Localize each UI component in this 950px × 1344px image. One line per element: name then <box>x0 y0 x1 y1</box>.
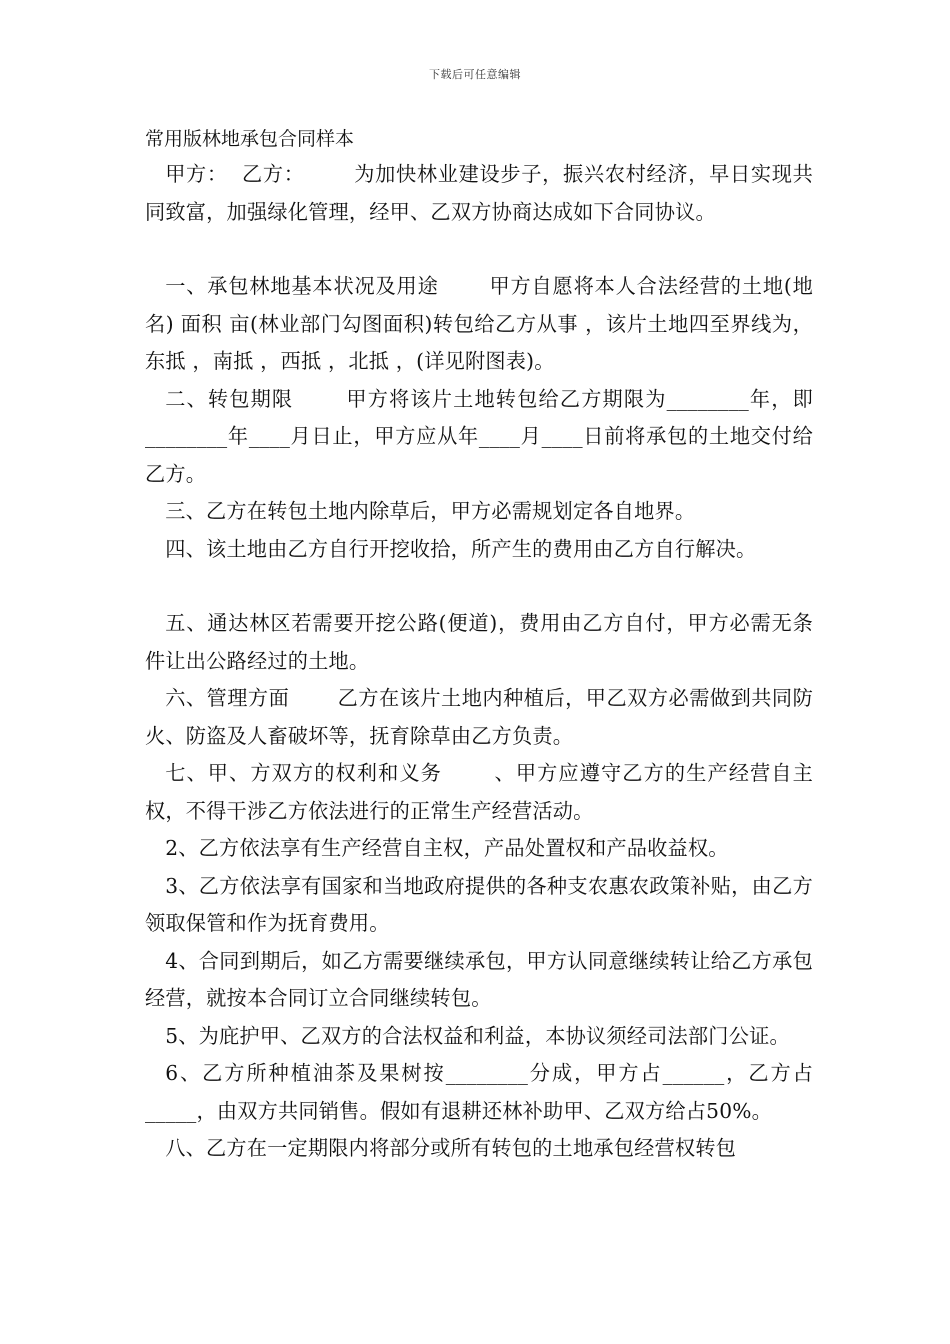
paragraph-section-2: 二、转包期限 甲方将该片土地转包给乙方期限为________年，即________年____月日止，甲方应从年____月____日前将承包的土地交付给乙方。 <box>145 386 813 486</box>
paragraph-section-3: 三、乙方在转包土地内除草后，甲方必需规划定各自地界。 <box>165 499 696 523</box>
document-title: 常用版林地承包合同样本 <box>145 128 355 150</box>
paragraph-section-5: 五、通达林区若需要开挖公路(便道)，费用由乙方自付，甲方必需无条件让出公路经过的土地。 <box>145 611 813 673</box>
paragraph-item-2: 2、乙方依法享有生产经营自主权，产品处置权和产品收益权。 <box>165 836 729 860</box>
paragraph-item-3: 3、乙方依法享有国家和当地政府提供的各种支农惠农政策补贴，由乙方领取保管和作为抚育费用。 <box>145 873 813 935</box>
paragraph-item-5: 5、为庇护甲、乙双方的合法权益和利益，本协议须经司法部门公证。 <box>165 1023 790 1048</box>
paragraph-spacer <box>145 568 813 605</box>
document-body <box>145 156 813 1168</box>
paragraph-section-1: 一、承包林地基本状况及用途 甲方自愿将本人合法经营的土地(地名) 面积 亩(林业部门勾图面积)转包给乙方从事 ，该片土地四至界线为，东抵 ，南抵 ，西抵 ，北抵 ，(详见附图表)。 <box>145 274 813 373</box>
paragraph-spacer <box>145 231 813 268</box>
paragraph-section-7: 七、甲、方双方的权利和义务 、甲方应遵守乙方的生产经营自主权，不得干涉乙方依法进行的正常生产经营活动。 <box>145 761 813 823</box>
paragraph-section-4: 四、该土地由乙方自行开挖收拾，所产生的费用由乙方自行解决。 <box>165 536 757 561</box>
paragraph-section-6: 六、管理方面 乙方在该片土地内种植后，甲乙双方必需做到共同防火、防盗及人畜破坏等，抚育除草由乙方负责。 <box>145 686 813 748</box>
page-header-note: 下载后可任意编辑 <box>429 68 521 81</box>
paragraph-section-8: 八、乙方在一定期限内将部分或所有转包的土地承包经营权转包 <box>165 1136 737 1160</box>
paragraph-item-4: 4、合同到期后，如乙方需要继续承包，甲方认同意继续转让给乙方承包经营，就按本合同订立合同继续转包。 <box>145 948 813 1010</box>
paragraph-item-6: 6、乙方所种植油茶及果树按________分成，甲方占______，乙方占_____，由双方共同销售。假如有退耕还林补助甲、乙双方给占50%。 <box>145 1061 813 1123</box>
paragraph-preamble: 甲方： 乙方： 为加快林业建设步子，振兴农村经济，早日实现共同致富，加强绿化管理，经甲、乙双方协商达成如下合同协议。 <box>145 162 813 224</box>
